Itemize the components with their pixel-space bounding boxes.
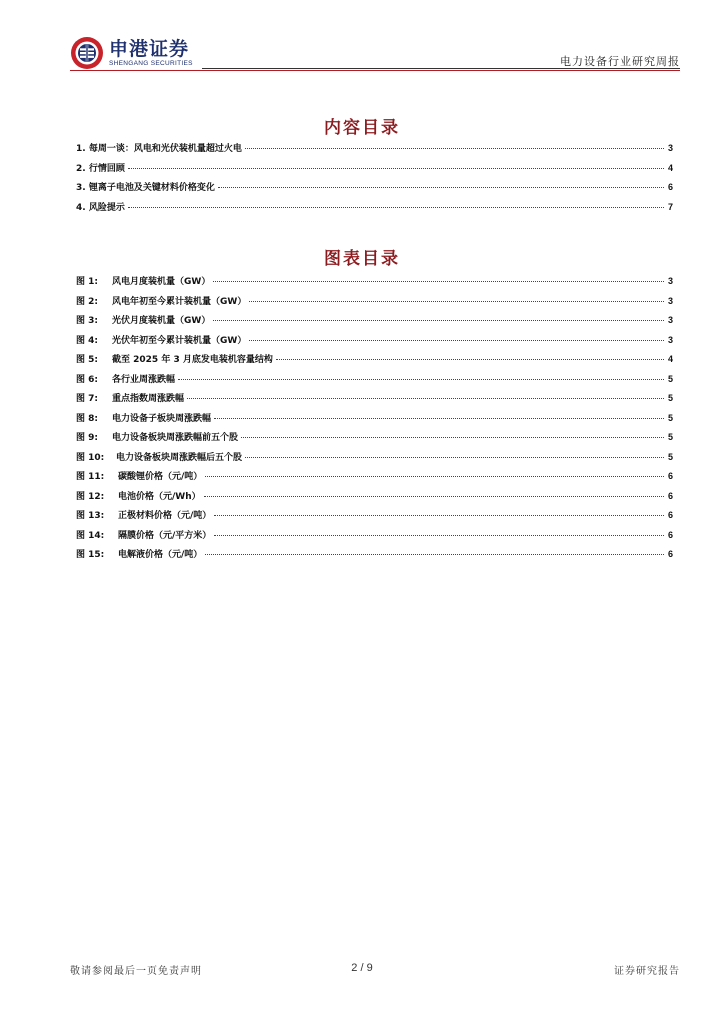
figure-entry-title: 电力设备板块周涨跌幅后五个股 [116,452,243,463]
figure-entry-page: 5 [667,451,673,462]
figure-entry-number: 图 1: [76,277,98,287]
dot-leader [214,514,664,516]
figure-entry-title: 碳酸锂价格（元/吨） [118,472,203,482]
figure-entry[interactable] [76,411,673,431]
figure-entry-title: 光伏年初至今累计装机量（GW） [112,335,247,346]
figure-entry-page: 5 [667,373,673,384]
figure-entry-title: 风电年初至今累计装机量（GW） [112,296,247,307]
figure-entry[interactable] [76,469,673,489]
toc-entry-title: 风险提示 [88,202,125,213]
figure-entry-number: 图 14: [76,530,105,541]
toc-entry[interactable] [76,141,673,161]
figure-entry-number: 图 6: [76,374,98,385]
figure-entry-page: 4 [667,354,673,364]
contents-list [76,141,673,219]
page-indicator: 2 / 9 [351,962,373,974]
figure-entry[interactable] [76,508,673,528]
figure-entry-number: 图 3: [76,316,98,326]
figure-entry-title: 截至 2025 年 3 月底发电装机容量结构 [112,355,273,365]
figure-entry-title: 光伏月度装机量（GW） [112,316,211,326]
disclaimer-note: 敬请参阅最后一页免责声明 [70,966,202,977]
dot-leader [245,147,664,149]
figure-entry[interactable] [76,333,673,353]
toc-entry-title: 行情回顾 [88,163,125,174]
header-divider [202,68,680,69]
figure-entry-title: 正极材料价格（元/吨） [118,511,212,521]
shengang-logo-icon [70,36,104,70]
brand-name-en: SHENGANG SECURITIES [109,59,193,67]
figure-entry-page: 3 [667,276,673,286]
page-footer [0,962,724,982]
figure-entry-number: 图 12: [76,491,105,502]
figure-entry-page: 6 [667,471,673,481]
toc-entry[interactable] [76,200,673,220]
figure-entry-number: 图 10: [76,452,105,463]
dot-leader [204,495,664,497]
brand-logo [70,35,193,71]
page-header [0,0,724,80]
figure-entry[interactable] [76,430,673,450]
figure-entry[interactable] [76,372,673,392]
toc-entry-number: 3. [76,183,86,193]
figure-entry-page: 6 [667,549,673,559]
figures-list [76,274,673,567]
dot-leader [218,186,664,188]
toc-entry-page: 6 [667,182,673,192]
figure-entry-page: 5 [667,412,673,423]
figure-entry-title: 电池价格（元/Wh） [118,491,201,502]
figure-entry-page: 5 [667,432,673,442]
figure-entry-title: 电力设备子板块周涨跌幅 [112,413,212,424]
figure-entry-page: 6 [667,490,673,501]
contents-title: 内容目录 [324,118,400,138]
dot-leader [245,456,664,458]
figure-entry-title: 重点指数周涨跌幅 [112,394,185,404]
document-type: 证券研究报告 [614,966,680,977]
dot-leader [214,534,664,536]
dot-leader [205,475,664,477]
figure-entry[interactable] [76,274,673,294]
toc-entry-page: 3 [667,143,673,153]
toc-entry[interactable] [76,180,673,200]
figure-entry-number: 图 7: [76,394,98,404]
figure-entry-title: 各行业周涨跌幅 [112,374,176,385]
figure-entry-number: 图 8: [76,413,98,424]
figure-entry[interactable] [76,450,673,470]
figure-entry-title: 电解液价格（元/吨） [118,550,203,560]
figure-entry-page: 6 [667,510,673,520]
dot-leader [276,358,664,360]
dot-leader [213,319,664,321]
dot-leader [241,436,664,438]
toc-entry-page: 4 [667,162,673,173]
figure-entry[interactable] [76,352,673,372]
figure-entry[interactable] [76,294,673,314]
dot-leader [249,339,664,341]
figure-entry-page: 3 [667,295,673,306]
figure-entry-title: 电力设备板块周涨跌幅前五个股 [112,433,239,443]
brand-name-cn: 申港证券 [109,37,190,60]
figure-entry-number: 图 11: [76,472,105,482]
figures-title: 图表目录 [324,249,400,269]
figure-entry[interactable] [76,489,673,509]
dot-leader [213,280,664,282]
toc-entry-page: 7 [667,201,673,212]
figure-entry-number: 图 13: [76,511,105,521]
figure-entry-page: 5 [667,393,673,403]
figure-entry-number: 图 4: [76,335,98,346]
dot-leader [128,206,664,208]
figure-entry[interactable] [76,547,673,567]
header-divider-accent [70,70,680,71]
figure-entry-page: 3 [667,315,673,325]
toc-entry-number: 2. [76,163,86,174]
dot-leader [249,300,664,302]
toc-entry[interactable] [76,161,673,181]
figure-entry-title: 隔膜价格（元/平方米） [118,530,212,541]
dot-leader [128,167,664,169]
dot-leader [205,553,664,555]
figure-entry[interactable] [76,528,673,548]
figure-entry-number: 图 15: [76,550,105,560]
figure-entry-page: 6 [667,529,673,540]
dot-leader [187,397,664,399]
toc-entry-title: 锂离子电池及关键材料价格变化 [88,183,215,193]
toc-entry-number: 4. [76,202,86,213]
figure-entry[interactable] [76,313,673,333]
figure-entry-number: 图 9: [76,433,98,443]
report-type-label: 电力设备行业研究周报 [560,55,680,68]
toc-entry-title: 每周一谈：风电和光伏装机量超过火电 [88,144,242,154]
figure-entry-page: 3 [667,334,673,345]
dot-leader [178,378,664,380]
toc-entry-number: 1. [76,144,86,154]
figure-entry[interactable] [76,391,673,411]
figure-entry-number: 图 5: [76,355,98,365]
figure-entry-number: 图 2: [76,296,98,307]
figure-entry-title: 风电月度装机量（GW） [112,277,211,287]
dot-leader [214,417,664,419]
